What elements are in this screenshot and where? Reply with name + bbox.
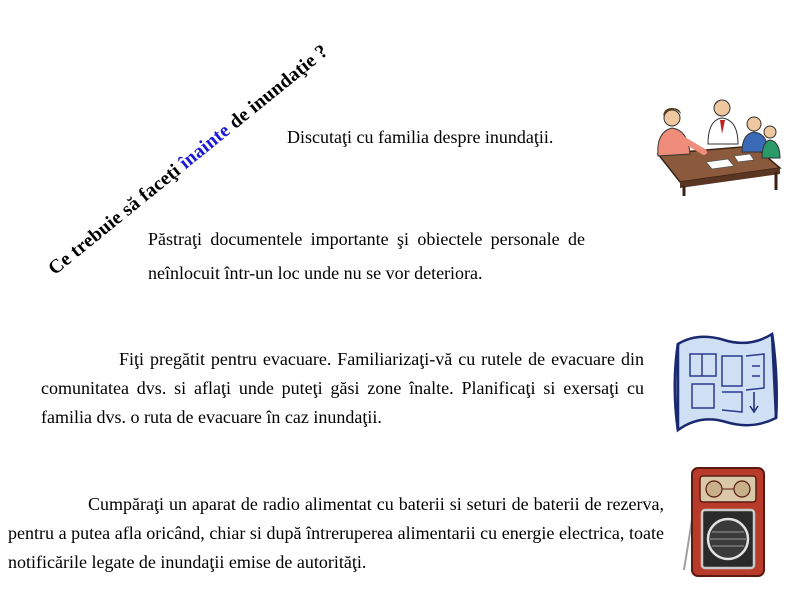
tip-evacuation: Fiţi pregătit pentru evacuare. Familiarizaţi-vă cu rutele de evacuare din comunitatea dvs. si aflaţi unde puteţi găsi zone înalte. Planificaţi si exersaţi cu familia dvs. o ruta de evacuare în caz inundaţii. [41, 349, 644, 427]
evacuation-map-icon [668, 326, 780, 440]
battery-radio-icon [678, 462, 776, 582]
title-part-1: Ce trebuie să faceţi [44, 157, 189, 280]
title-part-2: de inundaţie ? [221, 40, 333, 137]
tip-battery-radio: Cumpăraţi un aparat de radio alimentat cu baterii si seturi de baterii de rezerva, pentru a putea afla oricând, chiar si după întreruperea alimentarii cu energie electrica, toate notificările legate de inundaţii emise de autorităţi. [8, 494, 664, 572]
family-discussion-icon [650, 96, 784, 196]
title-highlight: înainte [175, 120, 235, 174]
tip-discuss-family: Discutaţi cu familia despre inundaţii. [287, 127, 554, 147]
tip-keep-documents: Păstraţi documentele importante şi obiectele personale de neînlocuit într-un loc unde nu se vor deteriora. [148, 229, 585, 283]
